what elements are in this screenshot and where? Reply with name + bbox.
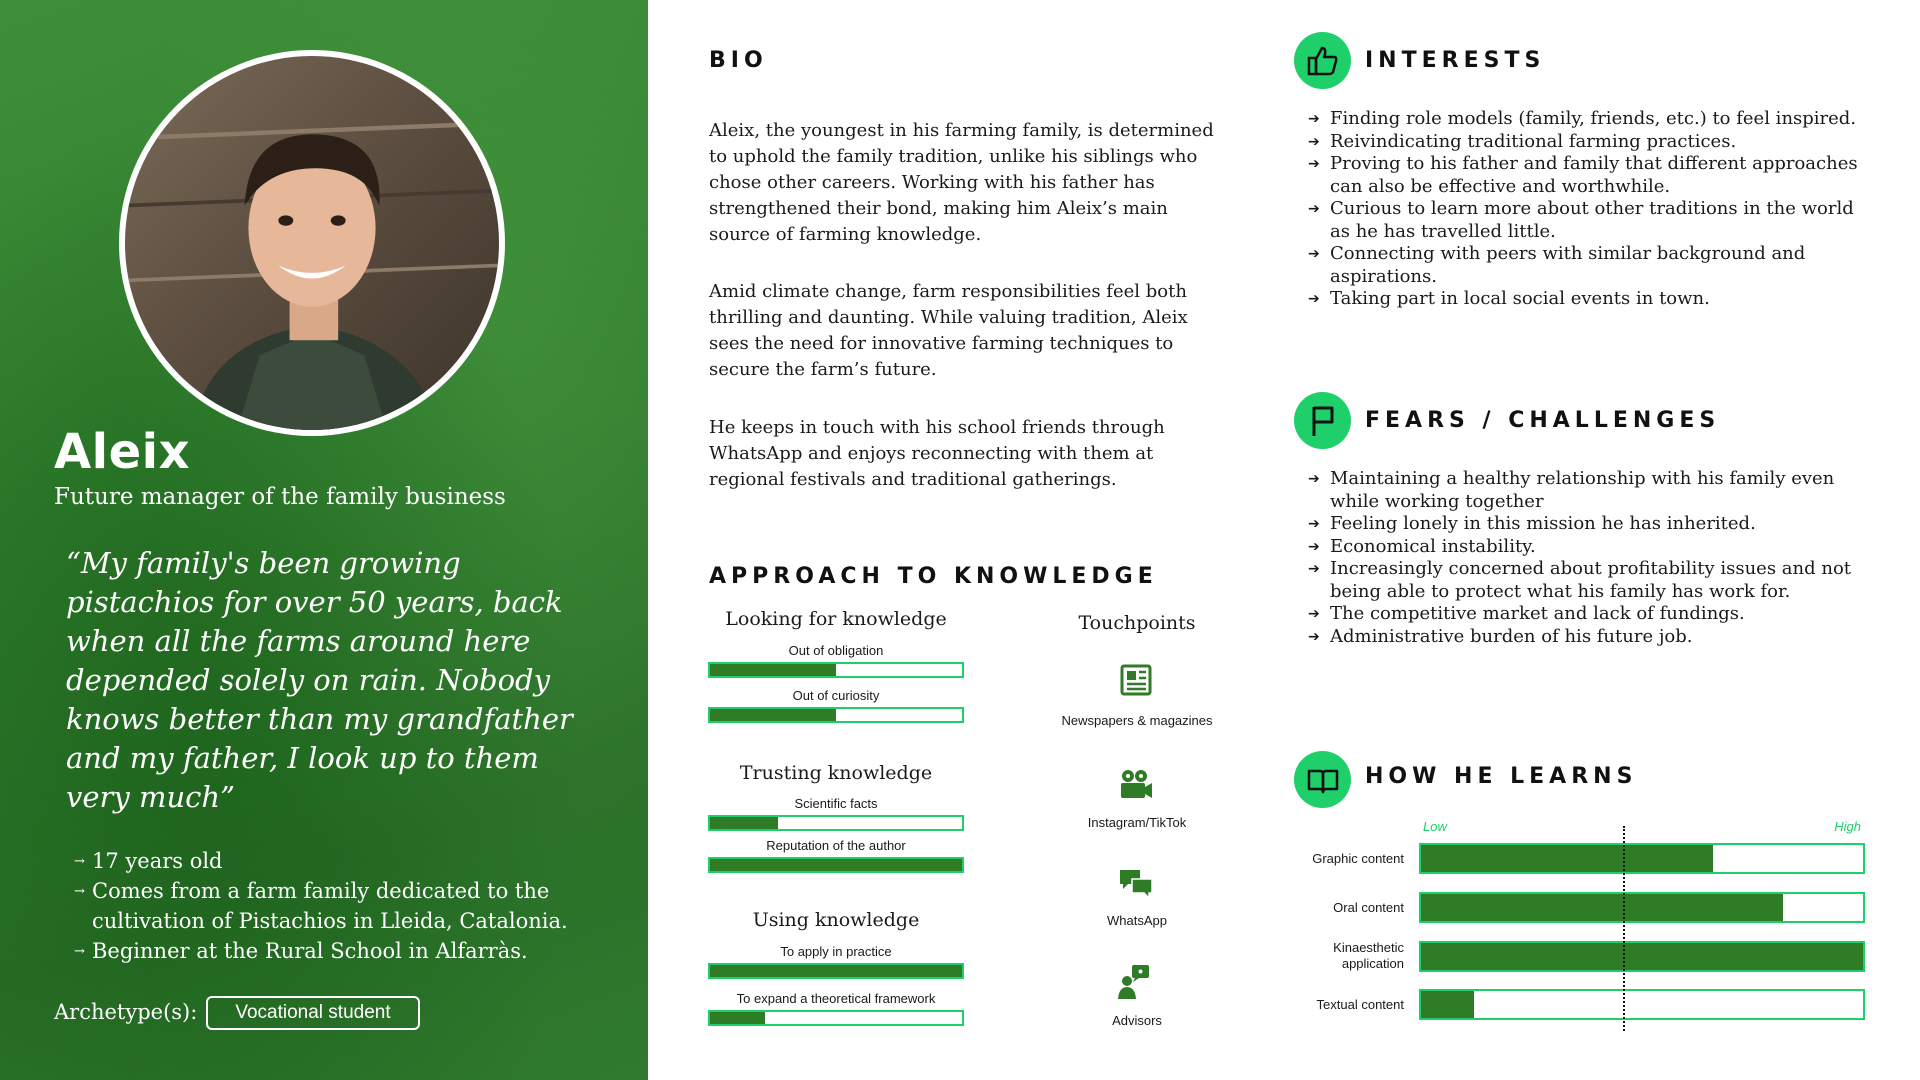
list-item: ➔ Proving to his father and family that different approaches can also be effective and worthwhile.	[1308, 153, 1868, 198]
learning-label: Textual content	[1316, 997, 1404, 1012]
learning-bar-fill	[1421, 943, 1863, 970]
knowledge-bar-fill	[710, 965, 962, 977]
learning-bar	[1419, 941, 1865, 972]
fact-item: → Beginner at the Rural School in Alfarràs.	[74, 936, 594, 966]
scale-high-label: High	[1834, 819, 1861, 834]
learning-label	[1244, 940, 1404, 972]
flag-icon	[1294, 392, 1351, 449]
bio-paragraph: Amid climate change, farm responsibilities feel both thrilling and daunting. While valuing tradition, Aleix sees the need for innovative farming techniques to secure the farm’s future.	[709, 281, 1188, 380]
knowledge-bar	[708, 815, 964, 831]
bio-paragraph: Aleix, the youngest in his farming family, is determined to uphold the family tradition, unlike his siblings who chose other careers. Working with his father has strengthened their bond, making him Aleix’s main source of farming knowledge.	[709, 120, 1214, 245]
knowledge-bar	[708, 662, 964, 678]
learning-label: Graphic content	[1312, 851, 1404, 866]
knowledge-bar-fill	[710, 664, 836, 676]
interests-list	[1308, 108, 1868, 311]
persona-facts	[74, 846, 594, 966]
knowledge-item-label: Scientific facts	[794, 796, 878, 811]
list-item: ➔ Feeling lonely in this mission he has inherited.	[1308, 513, 1868, 536]
list-item: ➔ Reivindicating traditional farming practices.	[1308, 131, 1868, 154]
fears-heading: FEARS / CHALLENGES	[1365, 408, 1721, 433]
knowledge-bar-fill	[710, 709, 836, 721]
list-item: ➔ Curious to learn more about other traditions in the world as he has travelled little.	[1308, 198, 1868, 243]
book-icon	[1294, 751, 1351, 808]
knowledge-bar	[708, 857, 964, 873]
list-item: ➔ Administrative burden of his future job.	[1308, 626, 1868, 649]
learns-heading: HOW HE LEARNS	[1365, 764, 1638, 789]
knowledge-group-title: Looking for knowledge	[725, 608, 947, 630]
learning-bar	[1419, 989, 1865, 1020]
chat-bubbles-icon	[1118, 866, 1154, 902]
knowledge-bar-fill	[710, 817, 778, 829]
profile-photo	[119, 50, 505, 436]
list-item: ➔ The competitive market and lack of fundings.	[1308, 603, 1868, 626]
profile-panel	[0, 0, 648, 1080]
midpoint-dotted-line	[1623, 826, 1625, 1031]
portrait-image	[125, 56, 499, 430]
newspaper-icon	[1119, 662, 1155, 698]
persona-quote: “My family's been growing pistachios for over 50 years, back when all the farms around here depended solely on rain. Nobody knows better than my grandfather and my father, I look up to them very much”	[66, 546, 573, 814]
learning-bar-fill	[1421, 845, 1713, 872]
advisor-icon	[1117, 964, 1153, 1000]
learning-bar	[1419, 892, 1865, 923]
knowledge-bar	[708, 963, 964, 979]
approach-heading: APPROACH TO KNOWLEDGE	[709, 564, 1158, 589]
knowledge-item-label: Out of curiosity	[792, 688, 880, 703]
learning-label-text: Kinaesthetic application	[1333, 940, 1404, 971]
knowledge-bar-fill	[710, 1012, 765, 1024]
touchpoint-label: Advisors	[1112, 1013, 1162, 1028]
list-item: ➔ Connecting with peers with similar background and aspirations.	[1308, 243, 1868, 288]
knowledge-group-title: Trusting knowledge	[739, 762, 933, 784]
knowledge-item-label: To expand a theoretical framework	[736, 991, 936, 1006]
bio-paragraph: He keeps in touch with his school friends through WhatsApp and enjoys reconnecting with them at regional festivals and traditional gatherings.	[709, 417, 1165, 490]
learning-bar	[1419, 843, 1865, 874]
list-item: ➔ Finding role models (family, friends, etc.) to feel inspired.	[1308, 108, 1868, 131]
fact-item: → Comes from a farm family dedicated to the cultivation of Pistachios in Lleida, Catalonia.	[74, 876, 594, 936]
thumbs-up-icon	[1294, 32, 1351, 89]
learning-label: Oral content	[1333, 900, 1404, 915]
scale-low-label: Low	[1423, 819, 1447, 834]
archetype-badge: Vocational student	[206, 996, 420, 1030]
learning-bar-fill	[1421, 894, 1783, 921]
knowledge-bar	[708, 707, 964, 723]
interests-heading: INTERESTS	[1365, 48, 1546, 73]
touchpoint-label: Instagram/TikTok	[1087, 815, 1187, 830]
knowledge-group-title: Using knowledge	[752, 909, 920, 931]
knowledge-bar-fill	[710, 859, 962, 871]
touchpoint-label: Newspapers & magazines	[1061, 713, 1213, 728]
list-item: ➔ Maintaining a healthy relationship with his family even while working together	[1308, 468, 1868, 513]
knowledge-bar	[708, 1010, 964, 1026]
fact-item: → 17 years old	[74, 846, 594, 876]
fears-list	[1308, 468, 1868, 648]
video-camera-icon	[1117, 766, 1153, 802]
list-item: ➔ Increasingly concerned about profitability issues and not being able to protect what his family has work for.	[1308, 558, 1868, 603]
list-item: ➔ Taking part in local social events in town.	[1308, 288, 1868, 311]
knowledge-item-label: Out of obligation	[788, 643, 884, 658]
knowledge-item-label: Reputation of the author	[766, 838, 906, 853]
learning-bar-fill	[1421, 991, 1474, 1018]
list-item: ➔ Economical instability.	[1308, 536, 1868, 559]
touchpoints-title: Touchpoints	[1078, 612, 1196, 634]
persona-name: Aleix	[54, 424, 191, 480]
bio-heading: BIO	[709, 48, 768, 73]
archetype-label: Archetype(s):	[54, 1000, 198, 1024]
knowledge-item-label: To apply in practice	[780, 944, 892, 959]
persona-role: Future manager of the family business	[54, 484, 506, 510]
touchpoint-label: WhatsApp	[1107, 913, 1167, 928]
